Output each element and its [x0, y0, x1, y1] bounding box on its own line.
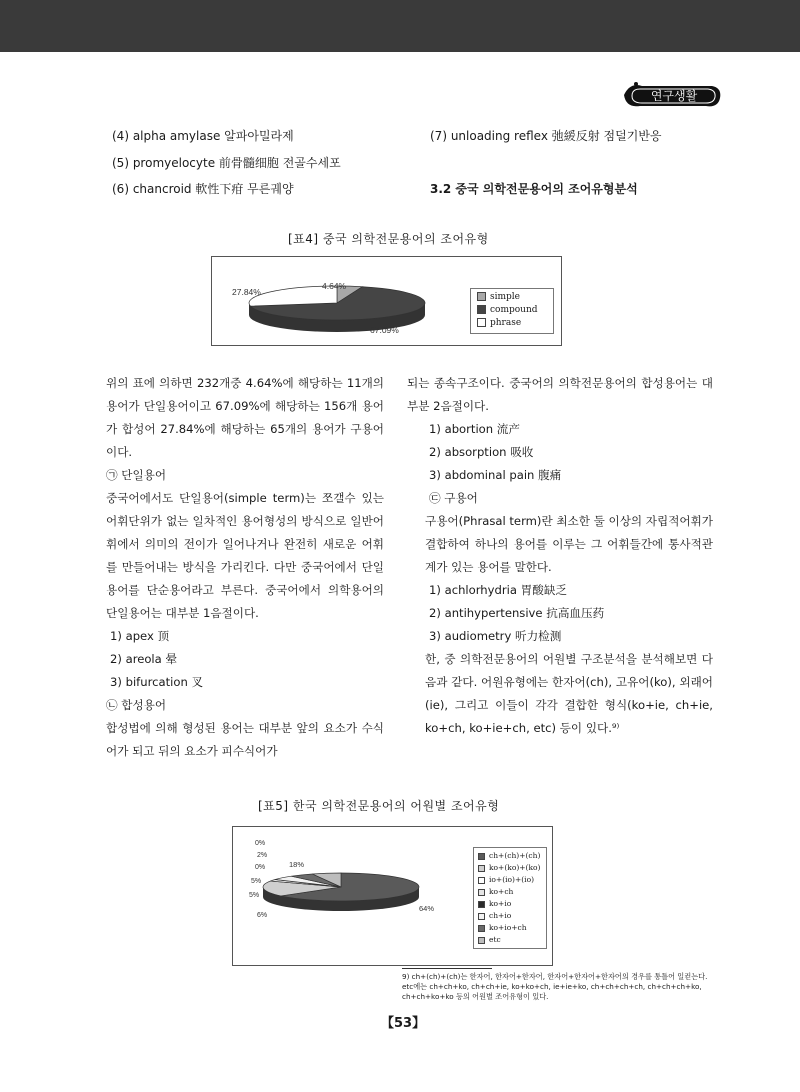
left-example-3: 3) bifurcation 叉 — [110, 675, 204, 689]
right-example-5: 2) antihypertensive 抗高血压药 — [429, 606, 605, 620]
right-paragraph-2: 구용어(Phrasal term)란 최소한 둘 이상의 자립적어휘가 결합하여 하나의 용어를 이루는 그 어휘들간에 통사적관계가 있는 용어를 말한다. — [425, 514, 713, 574]
chart1-legend — [470, 288, 554, 334]
list-item-6: (6) chancroid 軟性下疳 무른궤양 — [112, 182, 294, 196]
chart1-frame — [211, 256, 562, 346]
right-example-4: 1) achlorhydria 胃酸缺乏 — [429, 583, 568, 597]
right-example-1: 1) abortion 流产 — [429, 422, 520, 436]
right-example-2: 2) absorption 吸收 — [429, 445, 534, 459]
legend-item-etc: etc — [478, 935, 501, 944]
page-number: 【53】 — [381, 1016, 426, 1031]
section-heading: 3.2 중국 의학전문용어의 조어유형분석 — [430, 182, 638, 196]
data-label: 67.09% — [370, 325, 399, 335]
legend-item-compound: compound — [477, 305, 538, 315]
list-item-4: (4) alpha amylase 알파아밀라제 — [112, 129, 294, 143]
chart2-frame — [232, 826, 553, 966]
data-label: 27.84% — [232, 287, 261, 297]
chart2-legend — [473, 847, 547, 949]
right-heading-phrasal: ㉢ 구용어 — [429, 491, 478, 505]
right-column — [407, 372, 713, 740]
list-item-5: (5) promyelocyte 前骨髓细胞 전골수세포 — [112, 156, 341, 170]
data-label: 4.64% — [322, 281, 347, 291]
data-label: 6% — [257, 912, 268, 919]
legend-item-ko-ch: ko+ch — [478, 887, 513, 896]
left-paragraph-2: 중국어에서도 단일용어(simple term)는 쪼갤수 있는 어휘단위가 없는 일차적인 용어형성의 방식으로 일반어휘에서 의미의 전이가 일어나거나 완전히 새로운 어휘를 만들어내는 방식을 가리킨다. 다만 중국어에서 단일용어를 단순용어라고 부른다. 중국어에서 의학용어의 단일용어는 대부분 1음절이다. — [106, 491, 384, 620]
section-logo — [620, 78, 724, 112]
left-paragraph-1: 위의 표에 의하면 232개중 4.64%에 해당하는 11개의 용어가 단일용어이고 67.09%에 해당하는 156개 용어가 합성어 27.84%에 해당하는 65개의 용어가 구용어이다. — [106, 376, 384, 459]
left-heading-simple: ㉠ 단일용어 — [106, 468, 167, 482]
data-label: 5% — [249, 892, 260, 899]
list-item-7: (7) unloading reflex 弛緩反射 점덜기반응 — [430, 129, 662, 143]
data-label: 0% — [255, 840, 266, 847]
right-example-6: 3) audiometry 听力检测 — [429, 629, 562, 643]
left-paragraph-3: 합성법에 의해 형성된 용어는 대부분 앞의 요소가 수식어가 되고 뒤의 요소가 피수식어가 — [106, 721, 384, 758]
right-paragraph-3: 한, 중 의학전문용어의 어원별 구조분석을 분석해보면 다음과 같다. 어원유형에는 한자어(ch), 고유어(ko), 외래어(ie), 그리고 이들이 각각 결합한 형식(ko+ie, ch+ie, ko+ch, ko+ie+ch, etc) 등이 있다.⁹⁾ — [425, 652, 713, 735]
legend-item-io: io+(io)+(io) — [478, 875, 534, 884]
header-band — [0, 0, 800, 52]
legend-item-ko-io-ch: ko+io+ch — [478, 923, 527, 932]
left-heading-compound: ㉡ 합성용어 — [106, 698, 167, 712]
legend-item-ch: ch+(ch)+(ch) — [478, 851, 540, 860]
data-label: 5% — [251, 878, 262, 885]
legend-item-simple: simple — [477, 292, 520, 302]
data-label: 18% — [289, 860, 305, 869]
legend-item-ko: ko+(ko)+(ko) — [478, 863, 540, 872]
right-example-3: 3) abdominal pain 腹痛 — [429, 468, 562, 482]
table4-caption: [표4] 중국 의학전문용어의 조어유형 — [288, 232, 489, 246]
right-paragraph-1: 되는 종속구조이다. 중국어의 의학전문용어의 합성용어는 대부분 2음절이다. — [407, 376, 713, 413]
table5-caption: [표5] 한국 의학전문용어의 어원별 조어유형 — [258, 799, 500, 813]
footnote: 9) ch+(ch)+(ch)는 한자어, 한자어+한자어, 한자어+한자어+한자어의 경우를 통틀어 일컫는다. etc에는 ch+ch+ko, ch+ch+ie, ko+ko+ch, ie+ie+ko, ch+ch+ch+ch, ch+ch+ch+ko, ch+ch+ko+ko 등의 어원별 조어유형이 있다. — [402, 972, 708, 1001]
left-example-1: 1) apex 顶 — [110, 629, 170, 643]
left-column — [88, 372, 384, 763]
legend-item-phrase: phrase — [477, 318, 521, 328]
left-example-2: 2) areola 晕 — [110, 652, 178, 666]
data-label: 64% — [419, 904, 435, 913]
legend-item-ko-io: ko+io — [478, 899, 511, 908]
footnote-rule — [402, 968, 492, 969]
logo-text: 연구생활 — [650, 89, 698, 103]
data-label: 2% — [257, 852, 268, 859]
data-label: 0% — [255, 864, 266, 871]
legend-item-ch-io: ch+io — [478, 911, 511, 920]
